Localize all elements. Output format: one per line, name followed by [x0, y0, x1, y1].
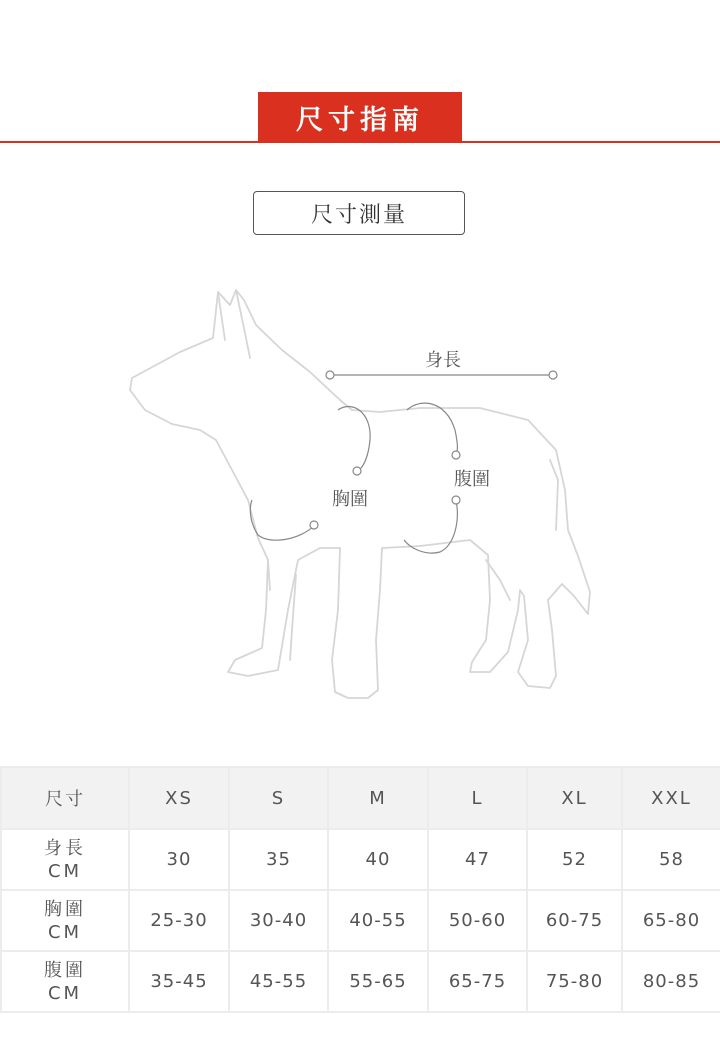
belly-lower-dot	[452, 496, 460, 504]
measurement-guides	[250, 371, 557, 553]
table-row-chest	[1, 890, 720, 951]
row-unit: CM	[47, 982, 83, 1004]
table-cell: 40	[328, 829, 428, 890]
body-length-end-dot	[549, 371, 557, 379]
chest-neck-curve	[338, 407, 370, 471]
row-name: 腹圍	[44, 959, 86, 981]
table-cell: 30-40	[229, 890, 328, 951]
row-name: 胸圍	[44, 898, 86, 920]
chest-lower-curve	[250, 500, 315, 540]
table-cell: 47	[428, 829, 527, 890]
size-header-m: M	[328, 767, 428, 829]
size-header-s: S	[229, 767, 328, 829]
size-header-l: L	[428, 767, 527, 829]
body-length-label: 身長	[425, 350, 461, 371]
row-unit: CM	[47, 921, 83, 943]
table-cell: 35-45	[129, 951, 229, 1012]
table-cell: 55-65	[328, 951, 428, 1012]
belly-label: 腹圍	[454, 469, 490, 490]
belly-upper-curve	[407, 403, 457, 455]
dog-measurement-diagram	[0, 270, 720, 720]
row-label	[1, 951, 129, 1012]
table-cell: 80-85	[622, 951, 720, 1012]
table-cell: 45-55	[229, 951, 328, 1012]
table-cell: 50-60	[428, 890, 527, 951]
table-cell: 65-75	[428, 951, 527, 1012]
size-header-xs: XS	[129, 767, 229, 829]
table-cell: 52	[527, 829, 622, 890]
table-cell: 75-80	[527, 951, 622, 1012]
row-name: 身長	[44, 837, 86, 859]
table-cell: 25-30	[129, 890, 229, 951]
table-cell: 30	[129, 829, 229, 890]
size-guide-title: 尺寸指南	[258, 92, 462, 143]
table-row-belly	[1, 951, 720, 1012]
size-header-xxl: XXL	[622, 767, 720, 829]
chest-upper-dot	[353, 467, 361, 475]
table-header-row	[1, 767, 720, 829]
measurement-section-title: 尺寸測量	[253, 191, 465, 235]
table-cell: 58	[622, 829, 720, 890]
body-length-start-dot	[326, 371, 334, 379]
table-cell: 40-55	[328, 890, 428, 951]
chest-label: 胸圍	[332, 489, 368, 510]
size-header-label: 尺寸	[1, 767, 129, 829]
row-label	[1, 890, 129, 951]
row-label	[1, 829, 129, 890]
row-unit: CM	[47, 860, 83, 882]
chest-lower-dot	[310, 521, 318, 529]
size-header-xl: XL	[527, 767, 622, 829]
table-cell: 60-75	[527, 890, 622, 951]
belly-upper-dot	[452, 451, 460, 459]
size-chart-table	[0, 766, 720, 1013]
table-row-body-length	[1, 829, 720, 890]
table-cell: 35	[229, 829, 328, 890]
table-cell: 65-80	[622, 890, 720, 951]
